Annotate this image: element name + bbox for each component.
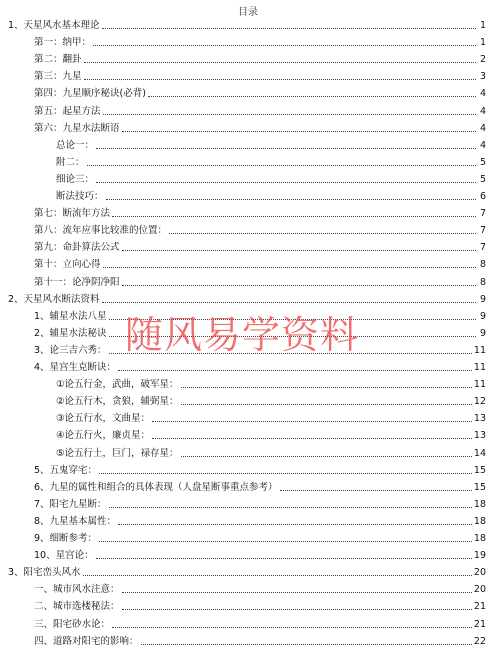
page-title: 目录 <box>238 7 258 18</box>
toc-entry[interactable] <box>34 531 486 545</box>
toc-entry[interactable] <box>34 463 486 477</box>
toc-entry-page: 13 <box>473 430 486 442</box>
toc-entry-label: 第七：断流年方法 <box>34 208 111 220</box>
toc-entry-page: 20 <box>473 584 486 596</box>
toc-entry-page: 8 <box>479 259 486 271</box>
toc-entry-page: 21 <box>473 618 486 630</box>
toc-entry-page: 5 <box>479 156 486 168</box>
toc-entry[interactable] <box>34 206 486 220</box>
toc-entry-label: ③论五行水，文曲星： <box>56 413 151 425</box>
toc-entry-label: 5、五鬼穿宅： <box>34 464 98 476</box>
toc-leader-dots <box>102 302 476 303</box>
toc-leader-dots <box>87 165 476 166</box>
toc-entry[interactable] <box>34 240 486 254</box>
toc-leader-dots <box>84 62 476 63</box>
toc-leader-dots <box>181 456 472 457</box>
toc-entry[interactable] <box>34 35 486 49</box>
toc-leader-dots <box>99 473 472 474</box>
toc-entry-label: 1、天星风水基本理论 <box>8 20 100 31</box>
toc-entry[interactable] <box>56 394 486 408</box>
toc-entry-page: 20 <box>473 567 486 579</box>
toc-entry[interactable] <box>56 172 486 186</box>
toc-leader-dots <box>96 558 472 559</box>
toc-entry-label: ⑤论五行土，巨门，禄存星： <box>56 447 179 459</box>
toc-entry-page: 1 <box>479 20 486 31</box>
toc-leader-dots <box>152 421 472 422</box>
toc-leader-dots <box>103 114 476 115</box>
toc-entry-label: 附二： <box>56 156 85 168</box>
toc-entry-label: 第六：九星水法断语 <box>34 122 120 134</box>
toc-entry-page: 4 <box>479 122 486 134</box>
toc-entry-page: 11 <box>473 362 486 373</box>
toc-entry-page: 15 <box>473 464 486 476</box>
toc-entry-page: 11 <box>473 379 486 391</box>
toc-entry-page: 15 <box>473 481 486 493</box>
toc-entry-page: 11 <box>473 344 486 356</box>
toc-entry-page: 7 <box>479 208 486 220</box>
toc-entry-page: 9 <box>479 310 486 322</box>
toc-entry-label: 第十一：论净阴净阳 <box>34 276 120 288</box>
toc-entry[interactable] <box>34 52 486 66</box>
toc-entry-label: 1、辅星水法八星 <box>34 310 107 322</box>
toc-entry[interactable] <box>56 446 486 460</box>
toc-entry[interactable] <box>34 257 486 271</box>
toc-entry-page: 18 <box>473 498 486 510</box>
toc-entry-page: 21 <box>473 601 486 613</box>
toc-entry-label: ②论五行木，贪狼，辅弼星： <box>56 396 179 408</box>
toc-entry-page: 1 <box>479 37 486 49</box>
toc-entry-page: 2 <box>479 54 486 66</box>
toc-entry[interactable] <box>34 360 486 374</box>
toc-entry[interactable] <box>34 121 486 135</box>
watermark-text: 随风易学资料 <box>125 313 360 357</box>
toc-entry[interactable] <box>34 634 486 648</box>
toc-entry-label: 7、阳宅九星断： <box>34 498 107 510</box>
toc-entry[interactable] <box>34 275 486 289</box>
toc-entry-label: 第九：命卦算法公式 <box>34 242 120 254</box>
toc-leader-dots <box>112 216 476 217</box>
toc-entry[interactable] <box>56 411 486 425</box>
toc-entry-label: 3、论三吉六秀： <box>34 344 107 356</box>
toc-entry-label: ④论五行火，廉贞星： <box>56 430 151 442</box>
toc-entry-label: 10、星宫论： <box>34 550 94 562</box>
toc-entry-label: 4、星宫生克断诀： <box>34 362 117 373</box>
toc-leader-dots <box>169 233 476 234</box>
toc-entry-page: 9 <box>479 327 486 339</box>
toc-entry[interactable] <box>34 514 486 528</box>
toc-entry-page: 6 <box>479 191 486 202</box>
toc-entry-label: 三、阳宅砂水论： <box>34 618 111 630</box>
toc-entry-label: 总论一： <box>56 139 95 151</box>
toc-entry[interactable] <box>34 104 486 118</box>
toc-leader-dots <box>109 507 472 508</box>
toc-entry[interactable] <box>34 617 486 631</box>
toc-entry-label: 一、城市风水注意： <box>34 584 120 596</box>
toc-entry-label: 第一：纳甲： <box>34 37 92 49</box>
toc-leader-dots <box>118 524 472 525</box>
toc-entry-page: 7 <box>479 242 486 254</box>
toc-leader-dots <box>122 131 476 132</box>
toc-entry[interactable] <box>34 599 486 613</box>
toc-leader-dots <box>122 609 472 610</box>
toc-leader-dots <box>96 182 476 183</box>
toc-entry[interactable] <box>34 223 486 237</box>
toc-entry[interactable] <box>34 497 486 511</box>
toc-leader-dots <box>103 267 476 268</box>
toc-entry-page: 19 <box>473 550 486 562</box>
toc-entry[interactable] <box>56 377 486 391</box>
toc-leader-dots <box>106 199 476 200</box>
toc-entry-label: 第十：立向心得 <box>34 259 101 271</box>
toc-entry-label: 四、道路对阳宅的影响： <box>34 635 139 647</box>
toc-entry[interactable] <box>34 69 486 83</box>
toc-leader-dots <box>112 627 472 628</box>
toc-entry-label: 第二：翻卦 <box>34 54 82 66</box>
toc-entry-label: 6、九星的属性和组合的具体表现（人盘星断事重点参考） <box>34 481 278 493</box>
toc-entry-page: 5 <box>479 173 486 185</box>
toc-entry[interactable] <box>34 548 486 562</box>
toc-entry-page: 18 <box>473 533 486 544</box>
toc-entry[interactable] <box>8 565 486 579</box>
toc-leader-dots <box>152 438 472 439</box>
toc-leader-dots <box>96 148 476 149</box>
toc-leader-dots <box>122 592 472 593</box>
toc-entry-label: 9、细断参考： <box>34 533 98 544</box>
toc-entry-page: 7 <box>479 225 486 237</box>
toc-leader-dots <box>181 404 472 405</box>
toc-entry-label: 3、阳宅峦头风水 <box>8 567 81 579</box>
toc-entry-page: 9 <box>479 293 486 305</box>
toc-entry-page: 13 <box>473 413 486 425</box>
toc-leader-dots <box>102 28 476 29</box>
toc-leader-dots <box>93 45 476 46</box>
toc-entry[interactable] <box>56 428 486 442</box>
toc-entry-page: 22 <box>473 635 486 647</box>
toc-entry[interactable] <box>34 86 486 100</box>
toc-leader-dots <box>141 644 472 645</box>
toc-leader-dots <box>181 387 472 388</box>
toc-leader-dots <box>148 96 476 97</box>
toc-entry[interactable] <box>8 18 486 32</box>
toc-entry-label: 第八：流年应事比较准的位置： <box>34 225 168 237</box>
toc-leader-dots <box>280 490 472 491</box>
toc-entry[interactable] <box>34 480 486 494</box>
toc-leader-dots <box>118 370 472 371</box>
toc-leader-dots <box>122 285 476 286</box>
toc-entry-label: 细论三： <box>56 173 95 185</box>
toc-entry-page: 18 <box>473 515 486 527</box>
toc-entry-page: 4 <box>479 139 486 151</box>
toc-leader-dots <box>84 79 476 80</box>
toc-entry-label: 第四：九星顺序秘诀(必背) <box>34 88 146 100</box>
toc-entry[interactable] <box>56 189 486 203</box>
toc-entry-label: ①论五行金，武曲，破军星： <box>56 379 179 391</box>
toc-leader-dots <box>83 575 472 576</box>
toc-entry-label: 第三：九星 <box>34 71 82 83</box>
toc-entry-page: 4 <box>479 88 486 100</box>
toc-entry-label: 第五：起星方法 <box>34 105 101 117</box>
toc-entry-page: 4 <box>479 105 486 117</box>
toc-entry-label: 8、九星基本属性： <box>34 515 117 527</box>
toc-entry-page: 14 <box>473 447 486 459</box>
toc-entry-label: 2、辅星水法秘诀 <box>34 327 107 339</box>
toc-entry[interactable] <box>56 155 486 169</box>
toc-entry-page: 3 <box>479 71 486 83</box>
toc-entry-label: 2、天星风水断法资料 <box>8 293 100 305</box>
toc-entry-label: 断法技巧： <box>56 191 104 202</box>
toc-leader-dots <box>122 250 476 251</box>
toc-entry-page: 12 <box>473 396 486 408</box>
toc-entry-label: 二、城市选楼秘法： <box>34 601 120 613</box>
toc-entry[interactable] <box>34 582 486 596</box>
toc-entry[interactable] <box>56 138 486 152</box>
toc-leader-dots <box>99 541 472 542</box>
toc-entry-page: 8 <box>479 276 486 288</box>
